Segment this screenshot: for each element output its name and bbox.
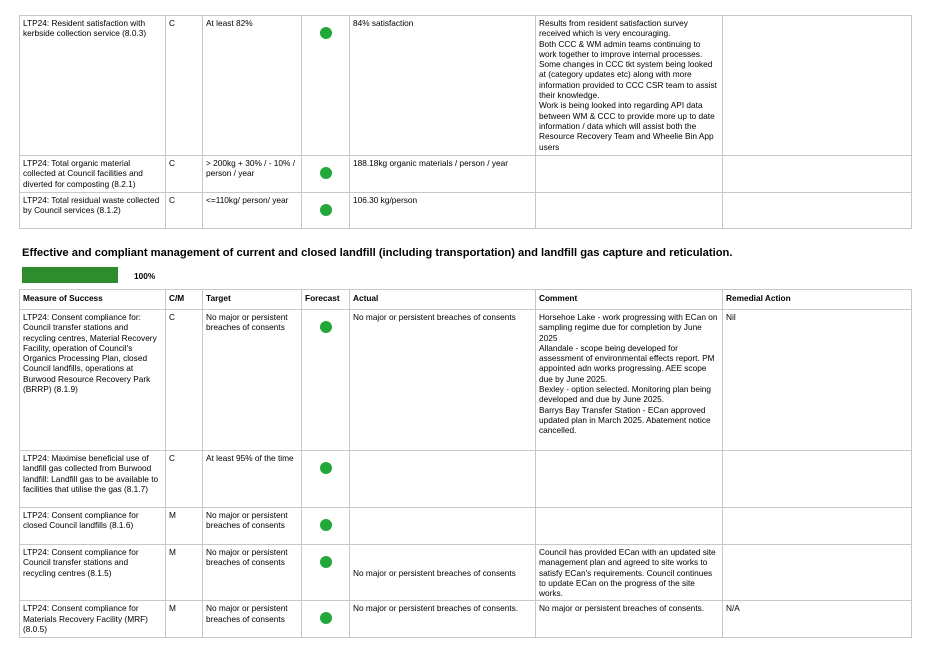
cm-cell: C — [166, 193, 203, 229]
progress-bar — [22, 267, 118, 283]
status-dot-icon — [320, 462, 332, 474]
status-dot-icon — [320, 519, 332, 531]
target-cell: No major or persistent breaches of consents — [203, 508, 302, 545]
comment-cell — [536, 451, 723, 508]
remedial-cell — [723, 545, 912, 601]
progress-label: 100% — [134, 271, 156, 281]
comment-cell — [536, 193, 723, 229]
table-row — [20, 16, 912, 156]
measure-cell: LTP24: Maximise beneficial use of landfill gas collected from Burwood landfill: Landfill gas to be available to facilities that utilise the gas (8.1.7) — [20, 451, 166, 508]
actual-cell — [350, 508, 536, 545]
column-header-actual: Actual — [350, 290, 536, 310]
column-header-forecast: Forecast — [302, 290, 350, 310]
measure-cell: LTP24: Consent compliance for: Council transfer stations and recycling centres, Material Recovery Facility, operation of Council's Organics Processing Plan, closed Council landfills, operations at Burwood Resource Recovery Park (BRRP) (8.1.9) — [20, 310, 166, 451]
comment-cell: Horsehoe Lake - work progressing with ECan on sampling regime due for completion by June 2025 Allandale - scope being developed for assessment of environmental effects report. PM appointed adn works progressing. AEE scope due by June 2025. Bexley - option selected. Monitoring plan being developed and due by June 2025. Barrys Bay Transfer Station - ECan approved updated plan in March 2025. Abatement notice cancelled. — [536, 310, 723, 451]
actual-cell — [350, 545, 536, 601]
target-cell: No major or persistent breaches of consents — [203, 601, 302, 638]
target-cell: <=110kg/ person/ year — [203, 193, 302, 229]
table-row — [20, 545, 912, 601]
cm-cell: C — [166, 156, 203, 193]
forecast-cell — [302, 193, 350, 229]
comment-cell: No major or persistent breaches of consents. — [536, 601, 723, 638]
comment-cell — [536, 156, 723, 193]
progress-bar-fill — [22, 267, 118, 283]
cm-cell: M — [166, 545, 203, 601]
table-row — [20, 508, 912, 545]
column-header-measure: Measure of Success — [20, 290, 166, 310]
forecast-cell — [302, 16, 350, 156]
actual-cell: No major or persistent breaches of consents. — [350, 601, 536, 638]
status-dot-icon — [320, 612, 332, 624]
measure-cell: LTP24: Total residual waste collected by Council services (8.1.2) — [20, 193, 166, 229]
table-row — [20, 451, 912, 508]
remedial-cell — [723, 508, 912, 545]
column-header-target: Target — [203, 290, 302, 310]
status-dot-icon — [320, 321, 332, 333]
column-header-comment: Comment — [536, 290, 723, 310]
target-cell: > 200kg + 30% / - 10% / person / year — [203, 156, 302, 193]
table-row — [20, 601, 912, 638]
actual-cell: 188.18kg organic materials / person / year — [350, 156, 536, 193]
table-row — [20, 310, 912, 451]
measure-cell: LTP24: Total organic material collected at Council facilities and diverted for composting (8.2.1) — [20, 156, 166, 193]
cm-cell: C — [166, 451, 203, 508]
table-header-row — [20, 290, 912, 310]
measure-cell: LTP24: Resident satisfaction with kerbside collection service (8.0.3) — [20, 16, 166, 156]
remedial-cell — [723, 16, 912, 156]
forecast-cell — [302, 310, 350, 451]
forecast-cell — [302, 545, 350, 601]
comment-cell — [536, 508, 723, 545]
measure-cell: LTP24: Consent compliance for Council transfer stations and recycling centres (8.1.5) — [20, 545, 166, 601]
status-dot-icon — [320, 167, 332, 179]
target-cell: At least 82% — [203, 16, 302, 156]
section-title: Effective and compliant management of current and closed landfill (including transportation) and landfill gas capture and reticulation. — [22, 247, 733, 259]
forecast-cell — [302, 508, 350, 545]
actual-cell: 106.30 kg/person — [350, 193, 536, 229]
remedial-cell: N/A — [723, 601, 912, 638]
column-header-cm: C/M — [166, 290, 203, 310]
actual-cell — [350, 451, 536, 508]
column-header-remedial: Remedial Action — [723, 290, 912, 310]
comment-cell: Results from resident satisfaction survey received which is very encouraging. Both CCC & WM admin teams continuing to work together to improve internal processes. Some changes in CCC tkt system being looked at (category updates etc) along with more information provided to CCC CSR team to assist their knowledge. Work is being looked into regarding API data between WM & CCC to provide more up to date information / data which will assist both the Resource Recovery Team and Wheelie Bin App users — [536, 16, 723, 156]
actual-cell: No major or persistent breaches of consents — [350, 310, 536, 451]
remedial-cell: Nil — [723, 310, 912, 451]
kerbside-measures-table — [19, 15, 912, 229]
measure-cell: LTP24: Consent compliance for Materials Recovery Facility (MRF) (8.0.5) — [20, 601, 166, 638]
cm-cell: C — [166, 16, 203, 156]
remedial-cell — [723, 451, 912, 508]
landfill-measures-table — [19, 289, 912, 638]
actual-text: No major or persistent breaches of consents — [353, 567, 516, 578]
status-dot-icon — [320, 27, 332, 39]
cm-cell: M — [166, 508, 203, 545]
cm-cell: C — [166, 310, 203, 451]
forecast-cell — [302, 601, 350, 638]
target-cell: No major or persistent breaches of consents — [203, 545, 302, 601]
remedial-cell — [723, 156, 912, 193]
forecast-cell — [302, 156, 350, 193]
status-dot-icon — [320, 556, 332, 568]
target-cell: No major or persistent breaches of consents — [203, 310, 302, 451]
target-cell: At least 95% of the time — [203, 451, 302, 508]
actual-cell: 84% satisfaction — [350, 16, 536, 156]
table-row — [20, 193, 912, 229]
remedial-cell — [723, 193, 912, 229]
cm-cell: M — [166, 601, 203, 638]
forecast-cell — [302, 451, 350, 508]
status-dot-icon — [320, 204, 332, 216]
comment-cell: Council has provided ECan with an updated site management plan and agreed to site works to satisfy ECan's requirements. Council continues to update ECan on the progress of the site works. — [536, 545, 723, 601]
table-row — [20, 156, 912, 193]
measure-cell: LTP24: Consent compliance for closed Council landfills (8.1.6) — [20, 508, 166, 545]
